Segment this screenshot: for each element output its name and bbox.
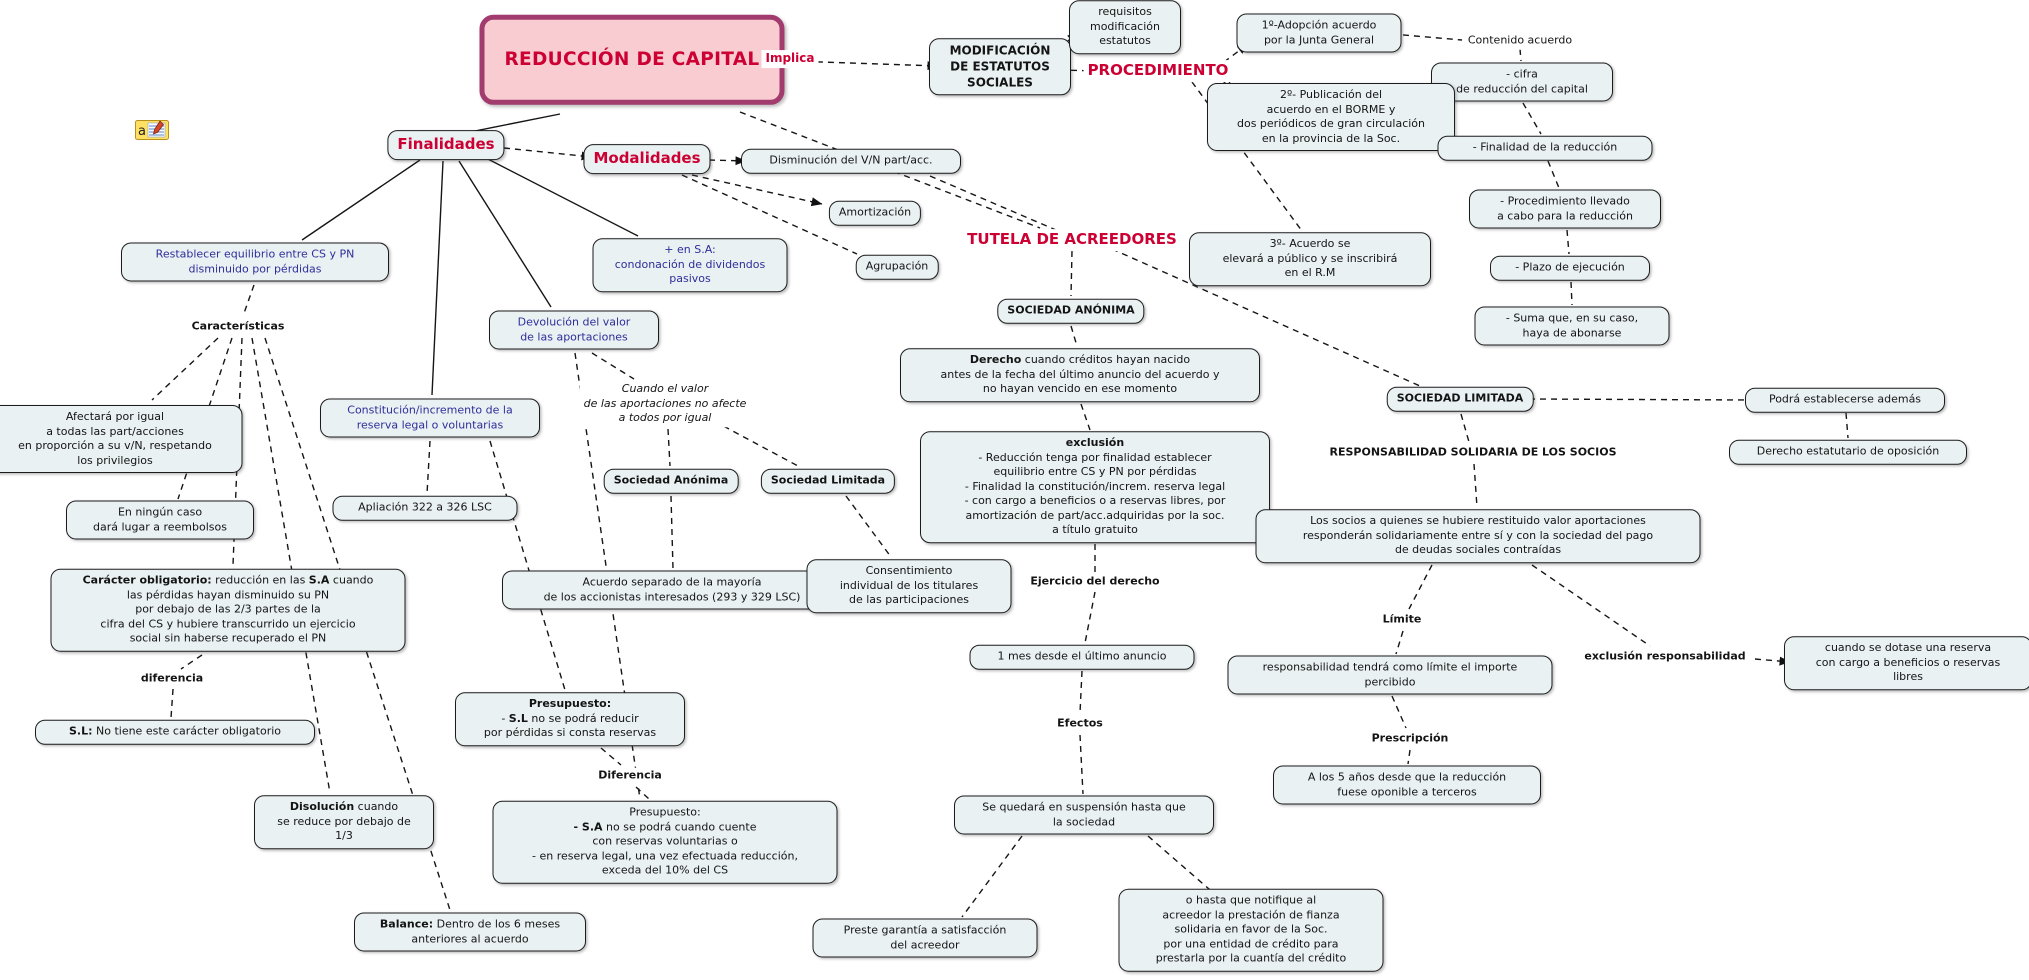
restablecer-equilibrio[interactable]: Restablecer equilibrio entre CS y PN disminuido por pérdidas (121, 242, 389, 281)
edge-18 (930, 176, 1056, 230)
modalidades[interactable]: Modalidades (583, 144, 710, 174)
link-exclusion-responsabilidad[interactable]: exclusión responsabilidad (1580, 649, 1749, 666)
apliacion-lsc[interactable]: Apliación 322 a 326 LSC (333, 496, 518, 521)
link-prescripcion[interactable]: Prescripción (1368, 731, 1453, 748)
suma-abonarse[interactable]: - Suma que, en su caso, haya de abonarse (1475, 306, 1670, 345)
sl-sin-caracter[interactable]: S.L: No tiene este carácter obligatorio (35, 720, 315, 745)
edge-57 (490, 441, 565, 690)
edge-10 (1567, 230, 1569, 254)
finalidades[interactable]: Finalidades (387, 130, 504, 160)
derecho-estatutario[interactable]: Derecho estatutario de oposición (1729, 440, 1967, 465)
link-cuando-valor[interactable]: Cuando el valor de las aportaciones no afecte a todos por igual (580, 381, 751, 427)
plazo-ejecucion[interactable]: - Plazo de ejecución (1490, 256, 1650, 281)
edge-60 (636, 787, 649, 799)
edge-27 (962, 836, 1022, 917)
sociedad-limitada-tutela[interactable]: SOCIEDAD LIMITADA (1387, 387, 1534, 412)
cifra-reduccion[interactable]: - cifra de reducción del capital (1431, 62, 1613, 101)
link-diferencia-sa[interactable]: Diferencia (594, 768, 666, 785)
edge-36 (1408, 750, 1410, 764)
edge-54 (714, 421, 798, 466)
presupuesto-sl[interactable]: Presupuesto: - S.L no se podrá reducir por pérdidas si consta reservas (455, 692, 685, 746)
suspension-sociedad[interactable]: Se quedará en suspensión hasta que la sociedad (954, 795, 1214, 834)
edge-40 (432, 161, 443, 395)
edge-9 (1548, 161, 1559, 188)
edge-24 (1085, 592, 1095, 643)
caracter-obligatorio[interactable]: Carácter obligatorio: reducción en las S.A cuando las pérdidas hayan disminuido su PN por debajo de las 2/3 partes de la cifra del CS y hubiere transcurrido un ejercicio social sin haberse recuperado el PN (51, 569, 406, 652)
edge-21 (1071, 326, 1077, 346)
devolucion-valor[interactable]: Devolución del valor de las aportaciones (489, 310, 659, 349)
tutela-acreedores[interactable]: TUTELA DE ACREEDORES (963, 229, 1181, 251)
edge-51 (427, 441, 430, 494)
adopcion-acuerdo[interactable]: 1º-Adopción acuerdo por la Junta General (1237, 13, 1402, 52)
limite-importe[interactable]: responsabilidad tendrá como límite el importe percibido (1228, 655, 1553, 694)
preste-garantia[interactable]: Preste garantía a satisfacción del acreedor (813, 918, 1038, 957)
edge-33 (1409, 565, 1432, 609)
edge-32 (1474, 464, 1477, 507)
edge-50 (171, 689, 173, 718)
agrupacion[interactable]: Agrupación (856, 255, 939, 280)
procedimiento-llevado[interactable]: - Procedimiento llevado a cabo para la reducción (1469, 189, 1661, 228)
edge-34 (1396, 631, 1403, 654)
acuerdo-publico-rm[interactable]: 3º- Acuerdo se elevará a público y se inscribirá en el R.M (1189, 232, 1431, 286)
condonacion-dividendos-sa[interactable]: + en S.A: condonación de dividendos pasivos (593, 238, 788, 292)
edge-55 (671, 496, 673, 569)
publicacion-borme[interactable]: 2º- Publicación del acuerdo en el BORME y dos periódicos de gran circulación en la provincia de la Soc. (1207, 83, 1455, 151)
sociedad-anonima-modalidad[interactable]: Sociedad Anónima (604, 469, 739, 494)
edge-11 (1571, 282, 1572, 305)
derecho-oposicion[interactable]: Derecho cuando créditos hayan nacido antes de la fecha del último anuncio del acuerdo y no hayan vencido en ese momento (900, 348, 1260, 402)
edge-41 (459, 161, 551, 307)
link-diferencia-sl[interactable]: diferencia (137, 671, 207, 688)
link-ejercicio-derecho[interactable]: Ejercicio del derecho (1026, 574, 1163, 591)
edge-7 (1520, 49, 1521, 61)
edge-13 (504, 148, 592, 157)
edge-8 (1523, 103, 1541, 134)
edge-15 (692, 175, 822, 204)
constitucion-reserva[interactable]: Constitución/incremento de la reserva legal o voluntarias (320, 398, 540, 437)
consentimiento-individual[interactable]: Consentimiento individual de los titulares de las participaciones (807, 559, 1012, 613)
edge-19 (1071, 251, 1072, 296)
link-contenido-acuerdo[interactable]: Contenido acuerdo (1464, 33, 1576, 50)
dotase-reserva[interactable]: cuando se dotase una reserva con cargo a beneficios o reservas libres (1784, 636, 2029, 690)
sociedad-anonima-tutela[interactable]: SOCIEDAD ANÓNIMA (997, 299, 1144, 324)
edge-59 (601, 748, 621, 765)
notifique-fianza[interactable]: o hasta que notifique al acreedor la prestación de fianza solidaria en favor de la Soc. por una entidad de crédito para prestarla por la cuantía del crédito (1119, 889, 1384, 972)
edge-35 (1392, 696, 1406, 728)
mes-ultimo-anuncio[interactable]: 1 mes desde el último anuncio (970, 645, 1195, 670)
main-topic[interactable]: REDUCCIÓN DE CAPITAL (479, 15, 784, 105)
edge-49 (181, 655, 202, 669)
amortizacion[interactable]: Amortización (829, 201, 921, 226)
responsabilidad-solidaria[interactable]: RESPONSABILIDAD SOLIDARIA DE LOS SOCIOS (1326, 445, 1621, 462)
edge-25 (1080, 671, 1082, 713)
modificacion-estatutos[interactable]: MODIFICACIÓN DE ESTATUTOS SOCIALES (929, 38, 1071, 95)
presupuesto-sa[interactable]: Presupuesto: - S.A no se podrá cuando cuente con reservas voluntarias o - en reserva legal, una vez efectuada reducción, exceda del 10% del CS (493, 801, 838, 884)
edge-31 (1461, 414, 1469, 442)
edge-26 (1080, 735, 1083, 794)
edge-52 (592, 353, 634, 379)
edge-6 (1392, 34, 1462, 40)
podra-establecerse[interactable]: Podrá establecerse además (1745, 388, 1945, 413)
edge-29 (1529, 399, 1752, 400)
socios-restituido[interactable]: Los socios a quienes se hubiere restituido valor aportaciones responderán solidariamente entre sí y con la sociedad del pago de deudas sociales contraídas (1256, 509, 1701, 563)
afectara-por-igual[interactable]: Afectará por igual a todas las part/acciones en proporción a su v/N, respetando los privilegios (0, 405, 243, 473)
link-limite[interactable]: Límite (1379, 612, 1426, 629)
note-letter: a (138, 124, 146, 139)
prescripcion-5-anos[interactable]: A los 5 años desde que la reducción fuese oponible a terceros (1273, 765, 1541, 804)
edge-56 (846, 496, 891, 557)
edge-30 (1846, 413, 1848, 438)
edge-22 (1081, 404, 1090, 430)
ningun-reembolso[interactable]: En ningún caso dará lugar a reembolsos (66, 500, 254, 539)
edge-44 (152, 338, 218, 400)
acuerdo-separado[interactable]: Acuerdo separado de la mayoría de los accionistas interesados (293 y 329 LSC) (502, 570, 842, 609)
disolucion[interactable]: Disolución cuando se reduce por debajo de 1/3 (254, 795, 434, 849)
procedimiento[interactable]: PROCEDIMIENTO (1084, 60, 1233, 82)
link-implica[interactable]: Implica (762, 50, 819, 68)
disminucion-vn[interactable]: Disminución del V/N part/acc. (741, 149, 961, 174)
annotation-icon[interactable] (135, 118, 169, 142)
sociedad-limitada-modalidad[interactable]: Sociedad Limitada (761, 469, 895, 494)
edge-53 (668, 429, 670, 466)
balance-6-meses[interactable]: Balance: Dentro de los 6 meses anteriores al acuerdo (354, 912, 586, 951)
edge-37 (1532, 565, 1650, 646)
requisitos-modificacion[interactable]: requisitos modificación estatutos (1069, 0, 1181, 54)
link-efectos[interactable]: Efectos (1053, 716, 1107, 733)
edge-43 (243, 285, 254, 316)
edge-39 (302, 160, 420, 240)
exclusion-derecho[interactable]: exclusión - Reducción tenga por finalidad establecer equilibrio entre CS y PN por pérdidas - Finalidad la constitución/increm. reserva legal - con cargo a beneficios o a reservas libres, por amortización de part/acc.adquiridas por la soc. a título gratuito (920, 431, 1270, 543)
edge-28 (1148, 836, 1217, 896)
finalidad-reduccion[interactable]: - Finalidad de la reducción (1438, 136, 1653, 161)
link-caracteristicas[interactable]: Características (188, 319, 289, 336)
